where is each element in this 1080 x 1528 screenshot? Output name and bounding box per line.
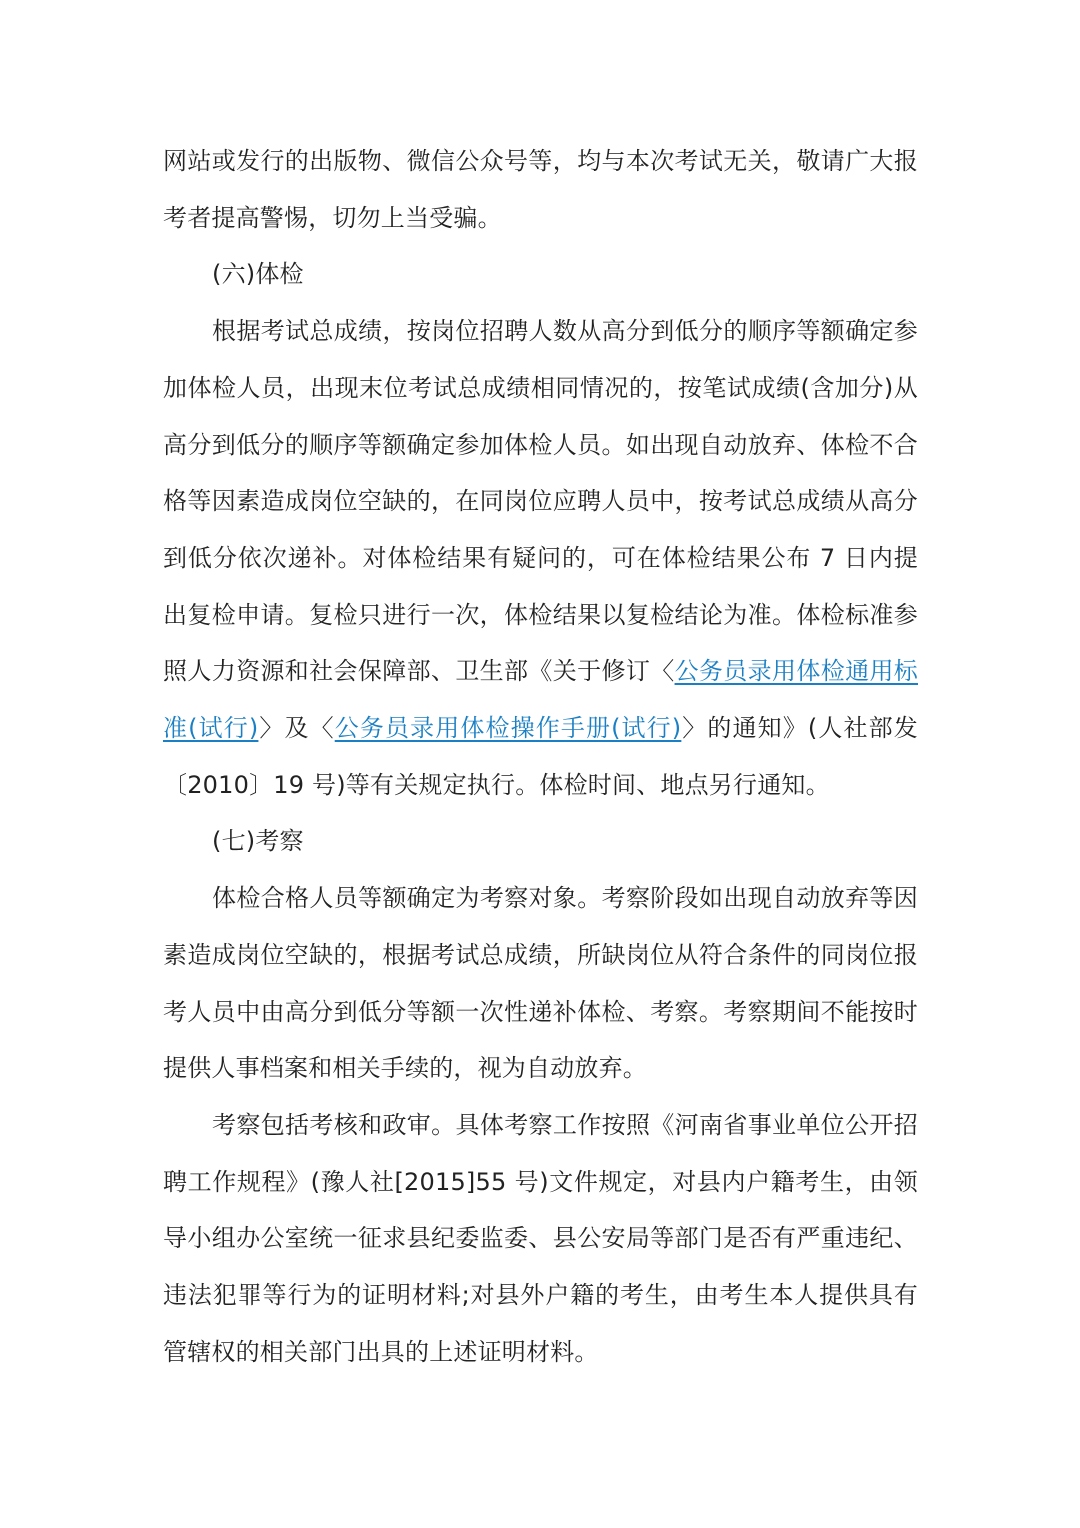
document-page	[163, 133, 918, 1380]
section-heading-inspection: (七)考察	[212, 827, 304, 856]
paragraph-inspection-content: 考察包括考核和政审。具体考察工作按照《河南省事业单位公开招聘工作规程》(豫人社[2015]55 号)文件规定，对县内户籍考生，由领导小组办公室统一征求县纪委监委、县公安局等部门是否有严重违纪、违法犯罪等行为的证明材料;对县外户籍的考生，由考生本人提供具有管辖权的相关部门出具的上述证明材料。	[163, 1110, 918, 1366]
paragraph-physical-exam-end: 〉的通知》(人社部发〔2010〕19 号)等有关规定执行。体检时间、地点另行通知。	[163, 714, 918, 799]
section-heading-physical-exam: (六)体检	[212, 260, 304, 289]
paragraph-physical-exam	[163, 303, 918, 813]
paragraph-physical-exam-mid: 〉及〈	[258, 714, 335, 743]
link-exam-operation-manual[interactable]: 公务员录用体检操作手册(试行)	[334, 714, 682, 743]
paragraph-continued: 网站或发行的出版物、微信公众号等，均与本次考试无关，敬请广大报考者提高警惕，切勿上当受骗。	[163, 147, 918, 232]
paragraph-inspection-objects: 体检合格人员等额确定为考察对象。考察阶段如出现自动放弃等因素造成岗位空缺的，根据考试总成绩，所缺岗位从符合条件的同岗位报考人员中由高分到低分等额一次性递补体检、考察。考察期间不能按时提供人事档案和相关手续的，视为自动放弃。	[163, 884, 918, 1083]
paragraph-physical-exam-text: 根据考试总成绩，按岗位招聘人数从高分到低分的顺序等额确定参加体检人员，出现末位考试总成绩相同情况的，按笔试成绩(含加分)从高分到低分的顺序等额确定参加体检人员。如出现自动放弃、体检不合格等因素造成岗位空缺的，在同岗位应聘人员中，按考试总成绩从高分到低分依次递补。对体检结果有疑问的，可在体检结果公布 7 日内提出复检申请。复检只进行一次，体检结果以复检结论为准。体检标准参照人力资源和社会保障部、卫生部《关于修订〈	[163, 317, 918, 686]
link-exam-general-standard[interactable]: 公务员录用体检通用标准(试行)	[163, 657, 919, 743]
